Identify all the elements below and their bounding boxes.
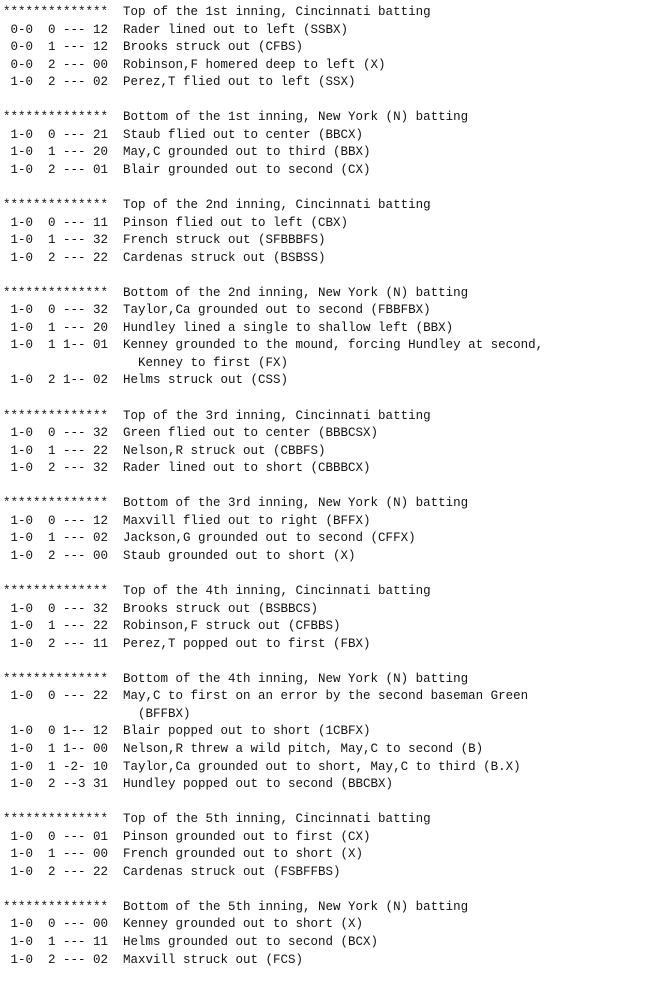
play-line: 1-0 1 --- 20 Hundley lined a single to shallow left (BBX) [3, 320, 454, 335]
play-line: Kenney to first (FX) [3, 355, 289, 370]
spacer [3, 881, 657, 899]
play-line: 0-0 2 --- 00 Robinson,F homered deep to left (X) [3, 57, 386, 72]
play-line: 1-0 2 --- 02 Maxvill struck out (FCS) [3, 952, 304, 967]
inning-block [3, 408, 657, 496]
play-line: 1-0 2 --- 11 Perez,T popped out to first (FBX) [3, 636, 371, 651]
play-line: 1-0 0 --- 11 Pinson flied out to left (CBX) [3, 215, 349, 230]
inning-header: ************** Top of the 4th inning, Cincinnati batting [3, 584, 431, 599]
play-line: 1-0 0 --- 32 Green flied out to center (BBBCSX) [3, 426, 379, 441]
play-line: 1-0 0 --- 12 Maxvill flied out to right (BFFX) [3, 513, 371, 528]
inning-header: ************** Top of the 1st inning, Cincinnati batting [3, 5, 431, 19]
inning-header: ************** Top of the 5th inning, Cincinnati batting [3, 812, 431, 827]
play-line: 1-0 0 --- 00 Kenney grounded out to short (X) [3, 917, 364, 932]
play-line: 1-0 0 1-- 12 Blair popped out to short (1CBFX) [3, 724, 371, 739]
play-line: 1-0 0 --- 21 Staub flied out to center (BBCX) [3, 127, 364, 142]
play-line: 1-0 0 --- 32 Brooks struck out (BSBBCS) [3, 601, 319, 616]
play-line: 1-0 1 1-- 00 Nelson,R threw a wild pitch, May,C to second (B) [3, 741, 484, 756]
play-line: 1-0 1 --- 22 Robinson,F struck out (CFBBS) [3, 619, 341, 634]
inning-block [3, 197, 657, 285]
inning-header: ************** Bottom of the 4th inning, New York (N) batting [3, 671, 469, 686]
inning-block [3, 285, 657, 408]
inning-block [3, 583, 657, 671]
spacer [3, 653, 657, 671]
play-line: 1-0 0 --- 32 Taylor,Ca grounded out to second (FBBFBX) [3, 303, 431, 318]
inning-block [3, 495, 657, 583]
play-line: 0-0 1 --- 12 Brooks struck out (CFBS) [3, 40, 304, 55]
play-line: 1-0 1 --- 00 French grounded out to short (X) [3, 847, 364, 862]
inning-block [3, 109, 657, 197]
play-line: 1-0 1 1-- 01 Kenney grounded to the mound, forcing Hundley at second, [3, 338, 544, 353]
play-line: 1-0 2 --- 01 Blair grounded out to second (CX) [3, 162, 371, 177]
play-line: (BFFBX) [3, 706, 191, 721]
spacer [3, 794, 657, 812]
inning-header: ************** Top of the 2nd inning, Cincinnati batting [3, 198, 431, 213]
play-line: 1-0 1 -2- 10 Taylor,Ca grounded out to short, May,C to third (B.X) [3, 759, 521, 774]
play-line: 1-0 2 --- 00 Staub grounded out to short (X) [3, 548, 356, 563]
spacer [3, 92, 657, 110]
spacer [3, 267, 657, 285]
spacer [3, 566, 657, 584]
inning-block [3, 4, 657, 109]
play-line: 1-0 2 --3 31 Hundley popped out to second (BBCBX) [3, 777, 394, 792]
play-line: 1-0 1 --- 11 Helms grounded out to second (BCX) [3, 934, 379, 949]
play-line: 1-0 0 --- 01 Pinson grounded out to first (CX) [3, 829, 371, 844]
play-line: 1-0 1 --- 32 French struck out (SFBBBFS) [3, 233, 326, 248]
inning-header: ************** Bottom of the 5th inning, New York (N) batting [3, 899, 469, 914]
spacer [3, 390, 657, 408]
inning-header: ************** Bottom of the 3rd inning, New York (N) batting [3, 496, 469, 511]
inning-block [3, 899, 657, 969]
play-line: 1-0 2 --- 22 Cardenas struck out (FSBFFBS) [3, 864, 341, 879]
play-line: 1-0 1 --- 02 Jackson,G grounded out to second (CFFX) [3, 531, 416, 546]
play-line: 1-0 2 1-- 02 Helms struck out (CSS) [3, 373, 289, 388]
spacer [3, 478, 657, 496]
inning-header: ************** Bottom of the 2nd inning, New York (N) batting [3, 285, 469, 300]
play-line: 1-0 1 --- 20 May,C grounded out to third (BBX) [3, 145, 371, 160]
inning-block [3, 671, 657, 811]
play-line: 0-0 0 --- 12 Rader lined out to left (SSBX) [3, 22, 349, 37]
play-by-play-log [3, 4, 657, 969]
spacer [3, 179, 657, 197]
inning-header: ************** Bottom of the 1st inning, New York (N) batting [3, 110, 469, 125]
inning-block [3, 811, 657, 899]
play-line: 1-0 2 --- 02 Perez,T flied out to left (SSX) [3, 75, 356, 90]
inning-header: ************** Top of the 3rd inning, Cincinnati batting [3, 408, 431, 423]
play-line: 1-0 0 --- 22 May,C to first on an error by the second baseman Green [3, 689, 529, 704]
play-line: 1-0 2 --- 32 Rader lined out to short (CBBBCX) [3, 461, 371, 476]
play-line: 1-0 1 --- 22 Nelson,R struck out (CBBFS) [3, 443, 326, 458]
play-line: 1-0 2 --- 22 Cardenas struck out (BSBSS) [3, 250, 326, 265]
